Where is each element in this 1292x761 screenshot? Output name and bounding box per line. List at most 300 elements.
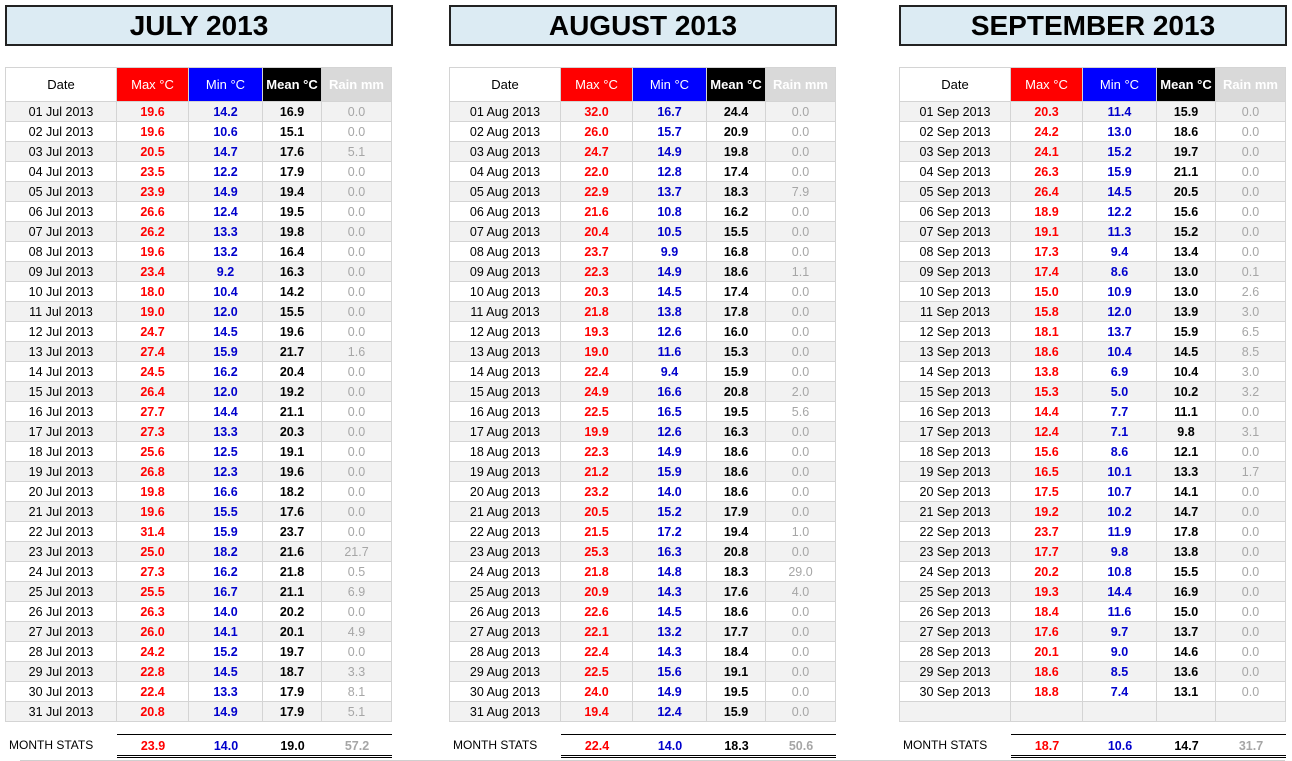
header-date: Date [450,68,561,102]
cell-date: 26 Aug 2013 [450,602,561,622]
cell-min: 13.3 [189,682,263,702]
cell-rain: 0.0 [1216,642,1286,662]
cell-min: 15.9 [633,462,707,482]
cell-min: 16.6 [633,382,707,402]
cell-mean: 10.4 [1157,362,1216,382]
cell-min: 14.9 [189,702,263,722]
cell-max: 19.3 [561,322,633,342]
cell-mean: 13.1 [1157,682,1216,702]
table-row [900,622,1286,642]
table-row [900,322,1286,342]
table-row [450,662,836,682]
cell-max: 24.5 [117,362,189,382]
cell-rain: 0.0 [766,602,836,622]
cell-date: 12 Sep 2013 [900,322,1011,342]
cell-rain: 0.0 [766,242,836,262]
cell-date: 10 Aug 2013 [450,282,561,302]
table-row [450,462,836,482]
cell-max: 19.6 [117,122,189,142]
cell-rain: 0.0 [1216,682,1286,702]
table-row [6,202,392,222]
cell-mean: 20.5 [1157,182,1216,202]
header-max: Max °C [561,68,633,102]
cell-mean: 16.3 [263,262,322,282]
table-row [6,142,392,162]
cell-date: 27 Sep 2013 [900,622,1011,642]
cell-date: 20 Aug 2013 [450,482,561,502]
table-row [6,602,392,622]
cell-mean: 20.8 [707,382,766,402]
cell-min: 14.5 [1083,182,1157,202]
table-row [6,562,392,582]
cell-rain: 5.1 [322,142,392,162]
cell-date: 04 Aug 2013 [450,162,561,182]
cell-mean: 20.2 [263,602,322,622]
cell-mean: 15.2 [1157,222,1216,242]
cell-min: 16.2 [189,362,263,382]
table-row [450,262,836,282]
cell-max: 22.5 [561,402,633,422]
cell-date: 16 Sep 2013 [900,402,1011,422]
month-title: JULY 2013 [5,5,393,46]
cell-min: 14.5 [633,282,707,302]
cell-rain: 0.0 [1216,602,1286,622]
cell-rain: 0.0 [1216,662,1286,682]
table-row [900,522,1286,542]
cell-mean: 14.5 [1157,342,1216,362]
cell-max: 17.6 [1011,622,1083,642]
cell-mean: 13.4 [1157,242,1216,262]
cell-rain: 0.0 [766,622,836,642]
table-header-row [6,68,392,102]
cell-date: 23 Aug 2013 [450,542,561,562]
cell-mean: 17.6 [263,142,322,162]
cell-min: 15.7 [633,122,707,142]
cell-mean: 18.6 [707,462,766,482]
cell-min: 15.2 [1083,142,1157,162]
cell-mean: 15.5 [707,222,766,242]
cell-rain: 0.0 [322,402,392,422]
cell-rain: 0.0 [1216,582,1286,602]
cell-mean: 19.6 [263,322,322,342]
table-row [6,422,392,442]
cell-max: 21.6 [561,202,633,222]
cell-min: 12.0 [1083,302,1157,322]
cell-mean: 14.6 [1157,642,1216,662]
cell-date: 28 Sep 2013 [900,642,1011,662]
cell-date: 08 Sep 2013 [900,242,1011,262]
cell-date: 30 Jul 2013 [6,682,117,702]
cell-mean: 21.8 [263,562,322,582]
cell-mean: 16.9 [263,102,322,122]
cell-date: 08 Jul 2013 [6,242,117,262]
cell-mean: 20.8 [707,542,766,562]
cell-mean: 13.3 [1157,462,1216,482]
table-row [900,262,1286,282]
cell-min: 5.0 [1083,382,1157,402]
cell-min: 12.5 [189,442,263,462]
cell-date: 13 Aug 2013 [450,342,561,362]
cell-max: 17.7 [1011,542,1083,562]
cell-date: 25 Aug 2013 [450,582,561,602]
table-row [6,542,392,562]
cell-max: 24.2 [1011,122,1083,142]
cell-rain: 0.0 [1216,402,1286,422]
cell-min: 14.5 [189,322,263,342]
cell-max: 23.5 [117,162,189,182]
cell-rain: 3.2 [1216,382,1286,402]
cell-mean: 21.6 [263,542,322,562]
stats-rain: 57.2 [322,734,392,758]
header-rain: Rain mm [766,68,836,102]
cell-min: 10.4 [189,282,263,302]
cell-rain: 0.0 [766,542,836,562]
cell-min: 13.8 [633,302,707,322]
table-row [450,682,836,702]
cell-date: 19 Jul 2013 [6,462,117,482]
weather-table [449,67,836,722]
table-row [900,102,1286,122]
cell-min: 11.4 [1083,102,1157,122]
header-date: Date [900,68,1011,102]
cell-max: 27.3 [117,562,189,582]
table-row [450,302,836,322]
cell-mean: 17.9 [707,502,766,522]
stats-mean: 19.0 [263,734,322,758]
cell-max: 19.8 [117,482,189,502]
cell-rain: 0.0 [1216,162,1286,182]
cell-date: 11 Aug 2013 [450,302,561,322]
cell-max: 32.0 [561,102,633,122]
cell-rain: 0.0 [1216,522,1286,542]
cell-mean: 15.5 [263,302,322,322]
cell-max: 15.3 [1011,382,1083,402]
table-row [450,702,836,722]
cell-rain: 0.0 [1216,122,1286,142]
table-row [450,442,836,462]
cell-date: 05 Sep 2013 [900,182,1011,202]
cell-max: 23.7 [1011,522,1083,542]
cell-max: 20.2 [1011,562,1083,582]
cell-min: 9.4 [1083,242,1157,262]
cell-min: 12.4 [633,702,707,722]
cell-max: 26.3 [1011,162,1083,182]
table-row [450,402,836,422]
cell-min: 11.6 [1083,602,1157,622]
table-row [6,122,392,142]
cell-min: 17.2 [633,522,707,542]
cell-rain: 0.0 [1216,562,1286,582]
cell-rain: 0.0 [766,702,836,722]
cell-mean: 19.5 [707,682,766,702]
table-row [6,382,392,402]
header-rain: Rain mm [1216,68,1286,102]
cell-rain: 0.0 [1216,542,1286,562]
cell-date: 09 Sep 2013 [900,262,1011,282]
cell-date: 12 Jul 2013 [6,322,117,342]
table-row [450,542,836,562]
cell-max: 23.7 [561,242,633,262]
cell-min: 15.5 [189,502,263,522]
table-row [900,142,1286,162]
cell-mean: 20.1 [263,622,322,642]
cell-min: 16.6 [189,482,263,502]
cell-min: 16.5 [633,402,707,422]
cell-date: 14 Jul 2013 [6,362,117,382]
cell-mean: 16.4 [263,242,322,262]
cell-mean: 15.6 [1157,202,1216,222]
cell-rain: 0.0 [322,642,392,662]
cell-min: 10.7 [1083,482,1157,502]
cell-date: 22 Jul 2013 [6,522,117,542]
table-row [900,222,1286,242]
cell-mean: 19.5 [263,202,322,222]
cell-date: 23 Sep 2013 [900,542,1011,562]
cell-min: 14.9 [633,142,707,162]
table-row [900,242,1286,262]
table-row [900,462,1286,482]
table-row [450,142,836,162]
table-row [900,502,1286,522]
cell-min: 14.0 [189,602,263,622]
cell-min: 14.8 [633,562,707,582]
table-row [6,462,392,482]
cell-min: 15.9 [1083,162,1157,182]
cell-mean: 13.8 [1157,542,1216,562]
cell-mean: 19.8 [707,142,766,162]
cell-min: 11.6 [633,342,707,362]
cell-max: 18.6 [1011,662,1083,682]
cell-rain: 8.1 [322,682,392,702]
cell-date: 18 Aug 2013 [450,442,561,462]
table-row [6,182,392,202]
cell-mean: 13.6 [1157,662,1216,682]
header-min: Min °C [189,68,263,102]
cell-rain: 0.0 [766,142,836,162]
cell-min: 10.1 [1083,462,1157,482]
cell-rain: 0.0 [322,182,392,202]
cell-rain: 0.0 [766,462,836,482]
cell-date: 19 Aug 2013 [450,462,561,482]
cell-date: 17 Aug 2013 [450,422,561,442]
table-row [900,562,1286,582]
cell-mean: 17.6 [707,582,766,602]
cell-max: 21.8 [561,562,633,582]
cell-rain: 0.0 [322,422,392,442]
cell-max: 24.7 [117,322,189,342]
cell-min: 13.2 [189,242,263,262]
cell-mean: 18.4 [707,642,766,662]
cell-rain: 3.0 [1216,302,1286,322]
cell-max: 24.1 [1011,142,1083,162]
cell-max: 17.5 [1011,482,1083,502]
cell-date: 16 Aug 2013 [450,402,561,422]
table-row [6,102,392,122]
cell-mean: 15.9 [707,362,766,382]
table-row [900,602,1286,622]
cell-mean: 13.0 [1157,262,1216,282]
cell-max: 26.4 [117,382,189,402]
cell-date: 14 Aug 2013 [450,362,561,382]
header-mean: Mean °C [707,68,766,102]
cell-rain: 0.0 [1216,502,1286,522]
cell-date: 06 Sep 2013 [900,202,1011,222]
cell-max: 19.2 [1011,502,1083,522]
cell-mean: 20.9 [707,122,766,142]
cell-max: 26.8 [117,462,189,482]
cell-max: 20.8 [117,702,189,722]
cell-rain: 5.1 [322,702,392,722]
cell-date: 12 Aug 2013 [450,322,561,342]
table-row [450,622,836,642]
cell-rain: 0.0 [766,222,836,242]
cell-date: 03 Aug 2013 [450,142,561,162]
cell-date: 29 Jul 2013 [6,662,117,682]
cell-rain: 0.0 [766,322,836,342]
cell-date [900,702,1011,722]
cell-date: 20 Jul 2013 [6,482,117,502]
cell-mean: 17.9 [263,702,322,722]
table-row [6,362,392,382]
stats-rain: 50.6 [766,734,836,758]
cell-rain: 6.9 [322,582,392,602]
cell-date: 04 Sep 2013 [900,162,1011,182]
cell-max: 24.7 [561,142,633,162]
cell-rain: 0.0 [322,262,392,282]
month-stats-label: MONTH STATS [903,738,988,752]
cell-min: 14.7 [189,142,263,162]
table-row [900,382,1286,402]
month-title: AUGUST 2013 [449,5,837,46]
cell-max: 20.5 [561,502,633,522]
cell-min: 12.6 [633,322,707,342]
cell-max: 15.6 [1011,442,1083,462]
table-row [900,162,1286,182]
cell-max: 19.6 [117,242,189,262]
cell-min: 10.2 [1083,502,1157,522]
cell-mean: 17.9 [263,682,322,702]
table-row [6,262,392,282]
cell-mean: 13.7 [1157,622,1216,642]
cell-rain: 3.1 [1216,422,1286,442]
cell-max: 26.4 [1011,182,1083,202]
cell-date: 21 Aug 2013 [450,502,561,522]
cell-date: 19 Sep 2013 [900,462,1011,482]
cell-date: 02 Sep 2013 [900,122,1011,142]
table-row [900,362,1286,382]
table-row [900,122,1286,142]
cell-mean: 16.2 [707,202,766,222]
cell-min: 12.3 [189,462,263,482]
cell-min: 10.9 [1083,282,1157,302]
table-row [900,542,1286,562]
cell-max: 24.2 [117,642,189,662]
cell-min: 6.9 [1083,362,1157,382]
cell-date: 06 Aug 2013 [450,202,561,222]
table-header-row [450,68,836,102]
table-row [6,282,392,302]
header-min: Min °C [1083,68,1157,102]
cell-max: 22.6 [561,602,633,622]
cell-min: 14.5 [633,602,707,622]
cell-min: 13.2 [633,622,707,642]
cell-max: 17.3 [1011,242,1083,262]
table-row [450,522,836,542]
cell-max: 22.8 [117,662,189,682]
cell-rain: 0.0 [766,482,836,502]
cell-date: 11 Sep 2013 [900,302,1011,322]
cell-min: 13.0 [1083,122,1157,142]
cell-min: 13.3 [189,222,263,242]
cell-mean: 16.8 [707,242,766,262]
cell-mean: 18.6 [707,602,766,622]
cell-max: 16.5 [1011,462,1083,482]
cell-mean [1157,702,1216,722]
cell-max: 19.6 [117,502,189,522]
cell-rain: 6.5 [1216,322,1286,342]
cell-max: 19.3 [1011,582,1083,602]
cell-date: 31 Jul 2013 [6,702,117,722]
cell-max: 25.3 [561,542,633,562]
cell-mean: 20.4 [263,362,322,382]
cell-mean: 15.9 [1157,102,1216,122]
cell-date: 13 Jul 2013 [6,342,117,362]
cell-date: 03 Sep 2013 [900,142,1011,162]
cell-date: 05 Aug 2013 [450,182,561,202]
month-title: SEPTEMBER 2013 [899,5,1287,46]
cell-rain: 0.0 [1216,222,1286,242]
cell-max: 26.0 [117,622,189,642]
cell-rain: 0.0 [322,282,392,302]
table-row [450,502,836,522]
cell-mean: 17.4 [707,282,766,302]
cell-min: 8.5 [1083,662,1157,682]
cell-max: 20.1 [1011,642,1083,662]
table-row [900,582,1286,602]
cell-date: 07 Sep 2013 [900,222,1011,242]
cell-max: 15.0 [1011,282,1083,302]
cell-date: 23 Jul 2013 [6,542,117,562]
cell-date: 26 Jul 2013 [6,602,117,622]
month-stats-label: MONTH STATS [453,738,538,752]
cell-min: 9.9 [633,242,707,262]
cell-date: 13 Sep 2013 [900,342,1011,362]
header-mean: Mean °C [1157,68,1216,102]
cell-max: 26.3 [117,602,189,622]
table-row [450,362,836,382]
cell-min: 14.9 [633,442,707,462]
cell-min: 9.4 [633,362,707,382]
table-row [900,302,1286,322]
cell-date: 08 Aug 2013 [450,242,561,262]
cell-mean: 18.7 [263,662,322,682]
cell-mean: 13.0 [1157,282,1216,302]
cell-mean: 21.1 [263,582,322,602]
cell-date: 21 Jul 2013 [6,502,117,522]
cell-date: 07 Aug 2013 [450,222,561,242]
table-row [6,702,392,722]
table-row [6,502,392,522]
table-row [6,302,392,322]
cell-rain: 7.9 [766,182,836,202]
cell-rain: 0.0 [1216,622,1286,642]
cell-max: 22.1 [561,622,633,642]
cell-max: 22.4 [561,642,633,662]
cell-mean: 21.7 [263,342,322,362]
cell-date: 03 Jul 2013 [6,142,117,162]
cell-mean: 18.6 [1157,122,1216,142]
cell-rain: 0.0 [322,482,392,502]
